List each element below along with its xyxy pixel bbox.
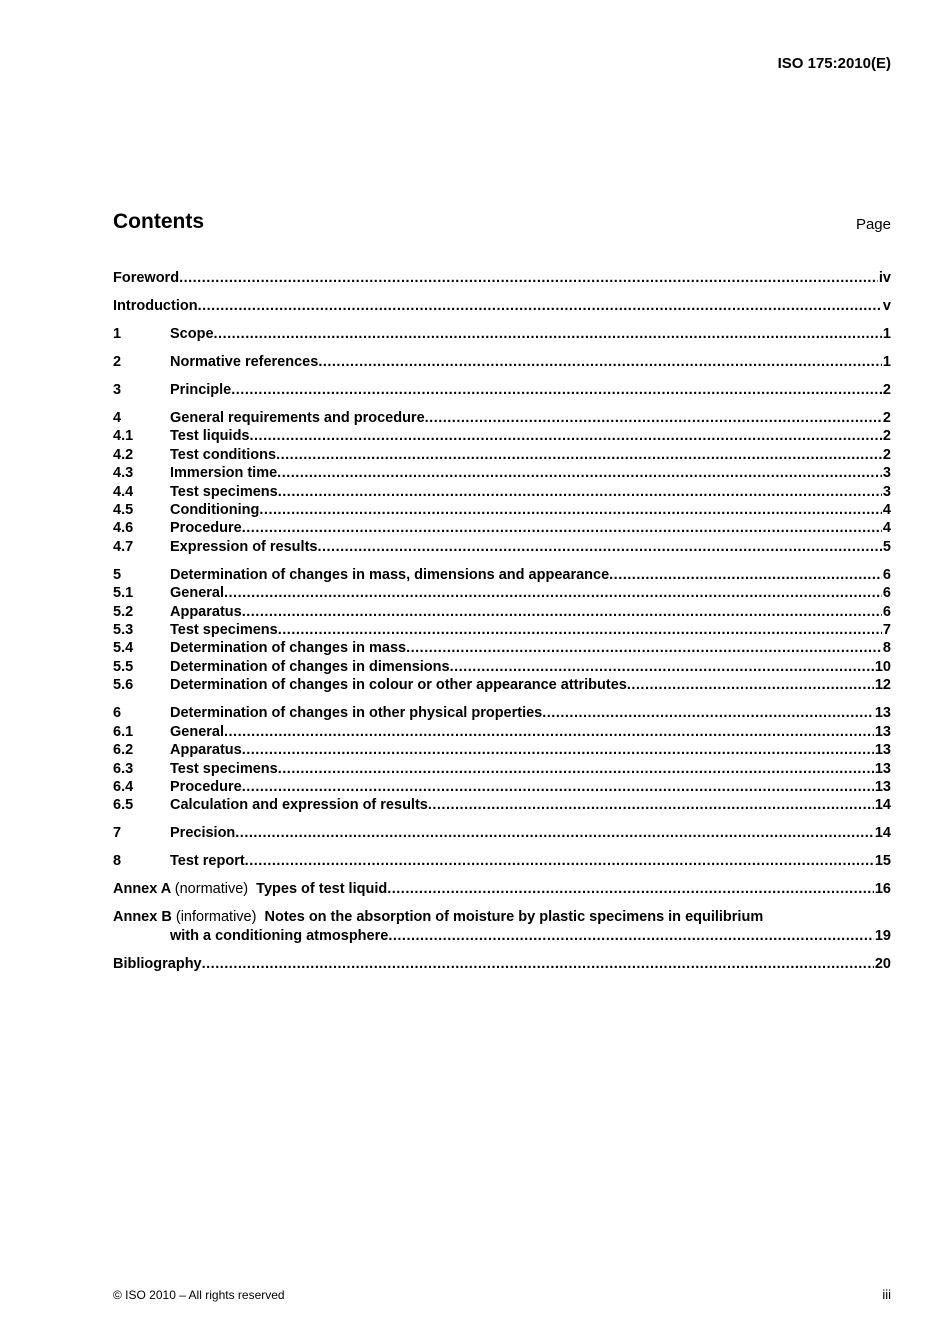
annex-a-kind: (normative) [174, 881, 249, 898]
toc-leader-dots [242, 519, 882, 537]
toc-entry-number: 5.4 [113, 640, 134, 657]
annex-a-title: Types of test liquid [256, 881, 388, 898]
toc-entry-title: Foreword [113, 270, 180, 286]
annex-b-title-line2: with a conditioning atmosphere [170, 927, 389, 944]
toc-entry-page: 3 [882, 465, 891, 482]
toc-leader-dots [224, 723, 874, 741]
toc-entry-page: 12 [874, 677, 891, 694]
toc-entry-page: 6 [882, 603, 891, 620]
toc-leader-dots [276, 446, 882, 464]
toc-entry[interactable] [113, 566, 891, 584]
toc-entry-page: 4 [882, 502, 891, 519]
annex-a-prefix: Annex A [113, 881, 171, 898]
toc-entry-page: 10 [874, 658, 891, 675]
toc-leader-dots [224, 584, 882, 602]
toc-entry-number: 5 [113, 566, 122, 583]
toc-entry-page: 2 [882, 382, 891, 398]
toc-leader-dots [425, 409, 882, 427]
toc-leader-dots [388, 927, 874, 945]
toc-entry[interactable] [113, 796, 891, 814]
document-id: ISO 175:2010(E) [777, 55, 891, 72]
toc-entry-title: Test report [170, 853, 245, 870]
page-column-label: Page [855, 216, 891, 233]
toc-entry-page: 2 [882, 428, 891, 445]
toc-entry[interactable] [113, 483, 891, 501]
page-title: Contents [113, 210, 204, 233]
toc-entry-number: 4.7 [113, 538, 134, 555]
toc-entry-page: 4 [882, 520, 891, 537]
toc-entry-title: Test liquids [170, 428, 250, 445]
toc-entry-title: Scope [170, 326, 214, 342]
toc-leader-dots [278, 621, 882, 639]
annex-a-label [113, 880, 387, 898]
annex-a-page: 16 [874, 881, 891, 898]
toc-entry-title: Test specimens [170, 622, 278, 639]
toc-entry[interactable] [113, 325, 891, 343]
toc-entry-bibliography[interactable] [113, 955, 891, 973]
toc-entry-number: 6.4 [113, 778, 134, 795]
toc-leader-dots [609, 566, 882, 584]
toc-entry-page: 7 [882, 622, 891, 639]
toc-entry-number: 4.1 [113, 428, 134, 445]
toc-entry-number: 4.3 [113, 465, 134, 482]
toc-entry-number: 8 [113, 853, 122, 870]
toc-entry[interactable] [113, 427, 891, 445]
toc-entry[interactable] [113, 658, 891, 676]
toc-entry-number: 4.4 [113, 483, 134, 500]
toc-entry-title: Conditioning [170, 502, 260, 519]
toc-entry-title: Determination of changes in mass [170, 640, 407, 657]
toc-entry-page: 13 [874, 723, 891, 740]
toc-leader-dots [428, 796, 874, 814]
toc-entry-page: 1 [882, 326, 891, 342]
toc-leader-dots [214, 325, 882, 343]
toc-leader-dots [387, 880, 874, 898]
toc-entry-title: Principle [170, 382, 232, 398]
toc-entry[interactable] [113, 621, 891, 639]
toc-entry-number: 4 [113, 410, 122, 426]
toc-entry-number: 3 [113, 382, 122, 398]
toc-entry[interactable] [113, 446, 891, 464]
toc-entry-title: General [170, 585, 224, 602]
toc-entry[interactable] [113, 353, 891, 371]
toc-entry[interactable] [113, 639, 891, 657]
toc-entry-number: 4.6 [113, 520, 134, 537]
toc-leader-dots [235, 824, 874, 842]
toc-entry-page: 2 [882, 446, 891, 463]
toc-entry[interactable] [113, 704, 891, 722]
toc-entry[interactable] [113, 409, 891, 427]
toc-entry-number: 6.1 [113, 723, 134, 740]
toc-entry-number: 6 [113, 705, 122, 722]
toc-entry-page: 8 [882, 640, 891, 657]
footer-page-number: iii [882, 1287, 891, 1302]
toc-list [113, 269, 891, 871]
toc-entry-title: Apparatus [170, 742, 242, 759]
toc-entry[interactable] [113, 760, 891, 778]
toc-entry-page: 15 [874, 853, 891, 870]
toc-entry[interactable] [113, 464, 891, 482]
toc-entry-number: 5.2 [113, 603, 134, 620]
toc-leader-dots [250, 427, 882, 445]
toc-leader-dots [198, 297, 882, 315]
bibliography-page: 20 [874, 955, 891, 972]
toc-leader-dots [278, 760, 874, 778]
toc-entry-page: 13 [874, 705, 891, 722]
toc-leader-dots [450, 658, 874, 676]
toc-leader-dots [542, 704, 874, 722]
toc-entry[interactable] [113, 519, 891, 537]
toc-entry-title: General requirements and procedure [170, 410, 425, 426]
toc-leader-dots [318, 353, 882, 371]
toc-entry[interactable] [113, 676, 891, 694]
bibliography-label: Bibliography [113, 955, 202, 972]
toc-entry-number: 6.5 [113, 797, 134, 814]
toc-leader-dots [202, 955, 874, 973]
toc-leader-dots [242, 603, 882, 621]
toc-leader-dots [231, 381, 882, 399]
toc-entry-number: 7 [113, 825, 122, 842]
toc-entry-page: 2 [882, 410, 891, 426]
toc-entry-number: 2 [113, 354, 122, 370]
annex-b-line2 [113, 927, 891, 945]
toc-entry[interactable] [113, 778, 891, 796]
toc-entry-title: Precision [170, 825, 236, 842]
toc-entry-title: General [170, 723, 224, 740]
toc-entry-title: Test conditions [170, 446, 277, 463]
toc-leader-dots [627, 676, 874, 694]
toc-entry-number: 5.5 [113, 658, 134, 675]
toc-entry-title: Test specimens [170, 483, 278, 500]
toc-entry-title: Determination of changes in other physical properties [170, 705, 543, 722]
toc-entry-page: iv [878, 270, 891, 286]
annex-b-kind: (informative) [175, 909, 257, 926]
toc-entry-title: Determination of changes in dimensions [170, 658, 450, 675]
toc-entry-title: Immersion time [170, 465, 278, 482]
toc-entry[interactable] [113, 584, 891, 602]
toc-leader-dots [317, 538, 881, 556]
toc-entry-page: 5 [882, 538, 891, 555]
toc-leader-dots [278, 483, 882, 501]
toc-leader-dots [242, 778, 874, 796]
toc-leader-dots [406, 639, 882, 657]
toc-entry-page: 13 [874, 778, 891, 795]
toc-entry-number: 5.1 [113, 585, 134, 602]
toc-entry-page: v [882, 298, 891, 314]
toc-entry-title: Expression of results [170, 538, 318, 555]
annex-b-prefix: Annex B [113, 909, 172, 926]
toc-leader-dots [245, 852, 874, 870]
toc-entry-page: 6 [882, 585, 891, 602]
toc-entry-number: 1 [113, 326, 122, 342]
toc-entry-number: 4.5 [113, 502, 134, 519]
annex-b-title-line1: Notes on the absorption of moisture by plastic specimens in equilibrium [264, 909, 764, 926]
toc-entry[interactable] [113, 381, 891, 399]
toc-leader-dots [179, 269, 878, 287]
toc-entry[interactable] [113, 852, 891, 870]
toc-entry[interactable] [113, 603, 891, 621]
toc-entry-number: 6.3 [113, 760, 134, 777]
toc-entry-title: Introduction [113, 298, 198, 314]
annex-b-page: 19 [874, 927, 891, 944]
toc-entry-annex-a[interactable] [113, 880, 891, 898]
toc-entry-title: Normative references [170, 354, 319, 370]
toc-entry-title: Determination of changes in colour or other appearance attributes [170, 677, 627, 694]
toc-entry[interactable] [113, 269, 891, 287]
toc-entry-page: 6 [882, 566, 891, 583]
toc-entry-page: 13 [874, 760, 891, 777]
toc-entry-title: Apparatus [170, 603, 242, 620]
toc-leader-dots [277, 464, 882, 482]
footer-copyright: © ISO 2010 – All rights reserved [113, 1288, 285, 1302]
toc-entry-page: 14 [874, 797, 891, 814]
toc-entry-page: 13 [874, 742, 891, 759]
toc-entry[interactable] [113, 723, 891, 741]
toc-entry-title: Test specimens [170, 760, 278, 777]
toc-entry-number: 5.3 [113, 622, 134, 639]
toc-entry-number: 6.2 [113, 742, 134, 759]
toc-entry[interactable] [113, 538, 891, 556]
table-of-contents [113, 269, 891, 973]
toc-entry-title: Procedure [170, 520, 242, 537]
toc-entry-page: 14 [874, 825, 891, 842]
toc-entry-title: Calculation and expression of results [170, 797, 428, 814]
toc-entry[interactable] [113, 741, 891, 759]
toc-entry-title: Procedure [170, 778, 242, 795]
toc-entry-number: 5.6 [113, 677, 134, 694]
toc-leader-dots [259, 501, 882, 519]
toc-entry-page: 3 [882, 483, 891, 500]
toc-entry-title: Determination of changes in mass, dimensions and appearance [170, 566, 610, 583]
toc-leader-dots [242, 741, 874, 759]
toc-entry-page: 1 [882, 354, 891, 370]
toc-entry[interactable] [113, 501, 891, 519]
toc-entry-number: 4.2 [113, 446, 134, 463]
toc-entry[interactable] [113, 297, 891, 315]
annex-b-line1 [113, 908, 891, 926]
toc-entry[interactable] [113, 824, 891, 842]
toc-entry-annex-b[interactable] [113, 908, 891, 945]
